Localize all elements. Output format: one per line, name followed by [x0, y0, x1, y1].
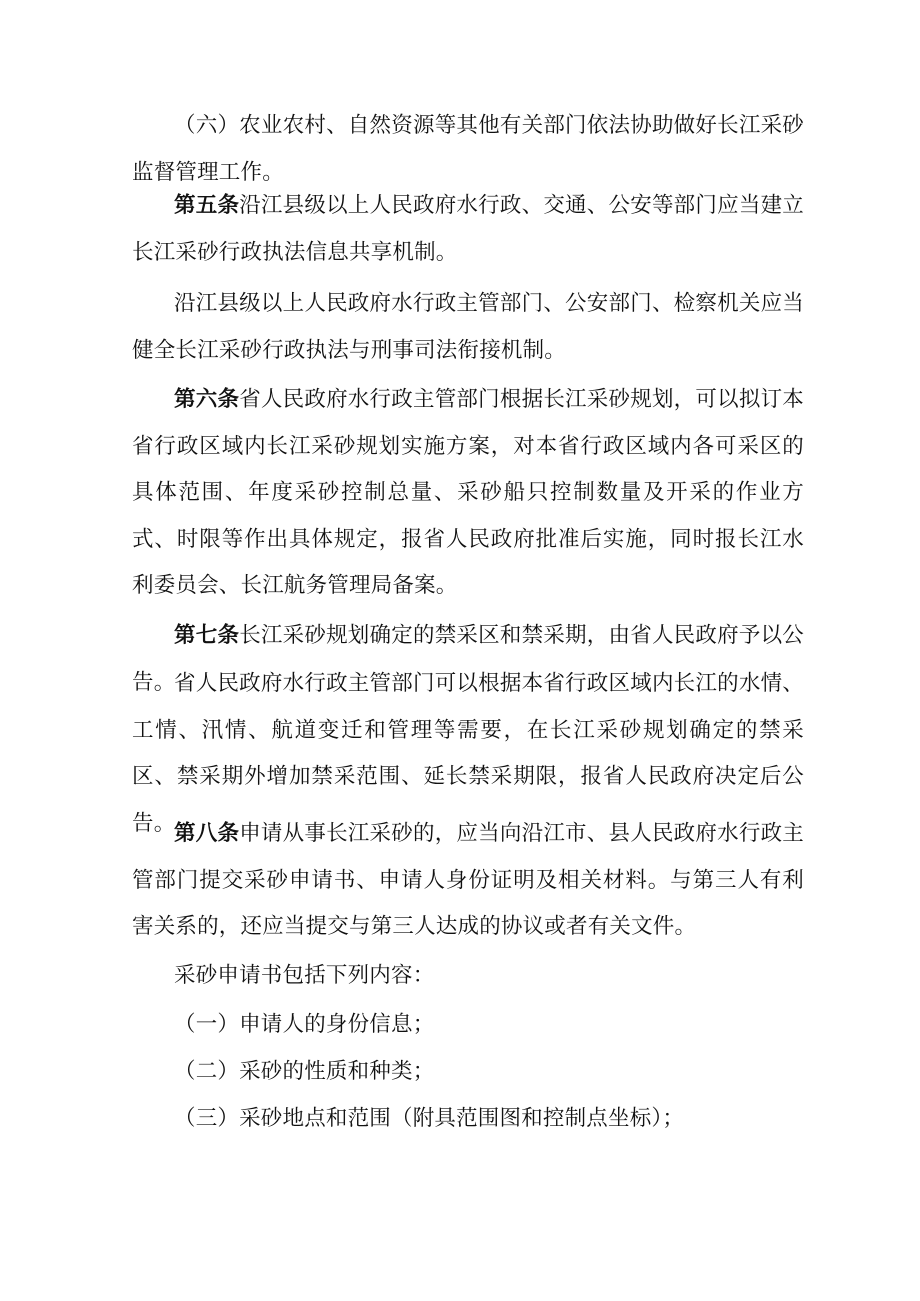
list-item-3: [132, 1096, 804, 1143]
paragraph-text: （六）农业农村、自然资源等其他有关部门依法协助做好长江采砂监督管理工作。: [132, 113, 804, 185]
paragraph-article-5-part-2: [132, 281, 804, 374]
paragraph-article-8: [132, 811, 804, 951]
article-heading: 第六条: [174, 387, 240, 412]
paragraph-text: 沿江县级以上人民政府水行政主管部门、公安部门、检察机关应当健全长江采砂行政执法与刑事司法衔接机制。: [132, 291, 804, 363]
paragraph-text: 申请从事长江采砂的，应当向沿江市、县人民政府水行政主管部门提交采砂申请书、申请人身份证明及相关材料。与第三人有利害关系的，还应当提交与第三人达成的协议或者有关文件。: [132, 821, 805, 939]
paragraph-article-5: [132, 183, 804, 276]
paragraph-application-contents: [132, 953, 804, 1000]
article-heading: 第八条: [174, 821, 240, 846]
paragraph-text: 采砂申请书包括下列内容：: [174, 963, 435, 988]
list-item-1: [132, 1002, 804, 1049]
paragraph-text: （三）采砂地点和范围（附具范围图和控制点坐标）；: [174, 1106, 685, 1131]
list-item-2: [132, 1049, 804, 1096]
paragraph-text: 长江采砂规划确定的禁采区和禁采期，由省人民政府予以公告。: [132, 623, 805, 695]
paragraph-text: 省人民政府水行政主管部门根据长江采砂规划，可以拟订本省行政区域内长江采砂规划实施方案，对本省行政区域内各可采区的具体范围、年度采砂控制总量、采砂船只控制数量及开采的作业方式、时限等作出具体规定，报省人民政府批准后实施，同时报长江水利委员会、长江航务管理局备案。: [132, 387, 805, 598]
article-heading: 第五条: [174, 193, 240, 218]
paragraph-text: （一）申请人的身份信息；: [174, 1012, 435, 1037]
paragraph-article-6: [132, 377, 804, 610]
paragraph-text: （二）采砂的性质和种类；: [174, 1059, 435, 1084]
paragraph-text: 省人民政府水行政主管部门可以根据本省行政区域内长江的水情、工情、汛情、航道变迁和管理等需要，在长江采砂规划确定的禁采区、禁采期外增加禁采范围、延长禁采期限，报省人民政府决定后公告。: [132, 671, 804, 836]
paragraph-text: 沿江县级以上人民政府水行政、交通、公安等部门应当建立长江采砂行政执法信息共享机制。: [132, 193, 805, 265]
article-heading: 第七条: [174, 623, 240, 648]
